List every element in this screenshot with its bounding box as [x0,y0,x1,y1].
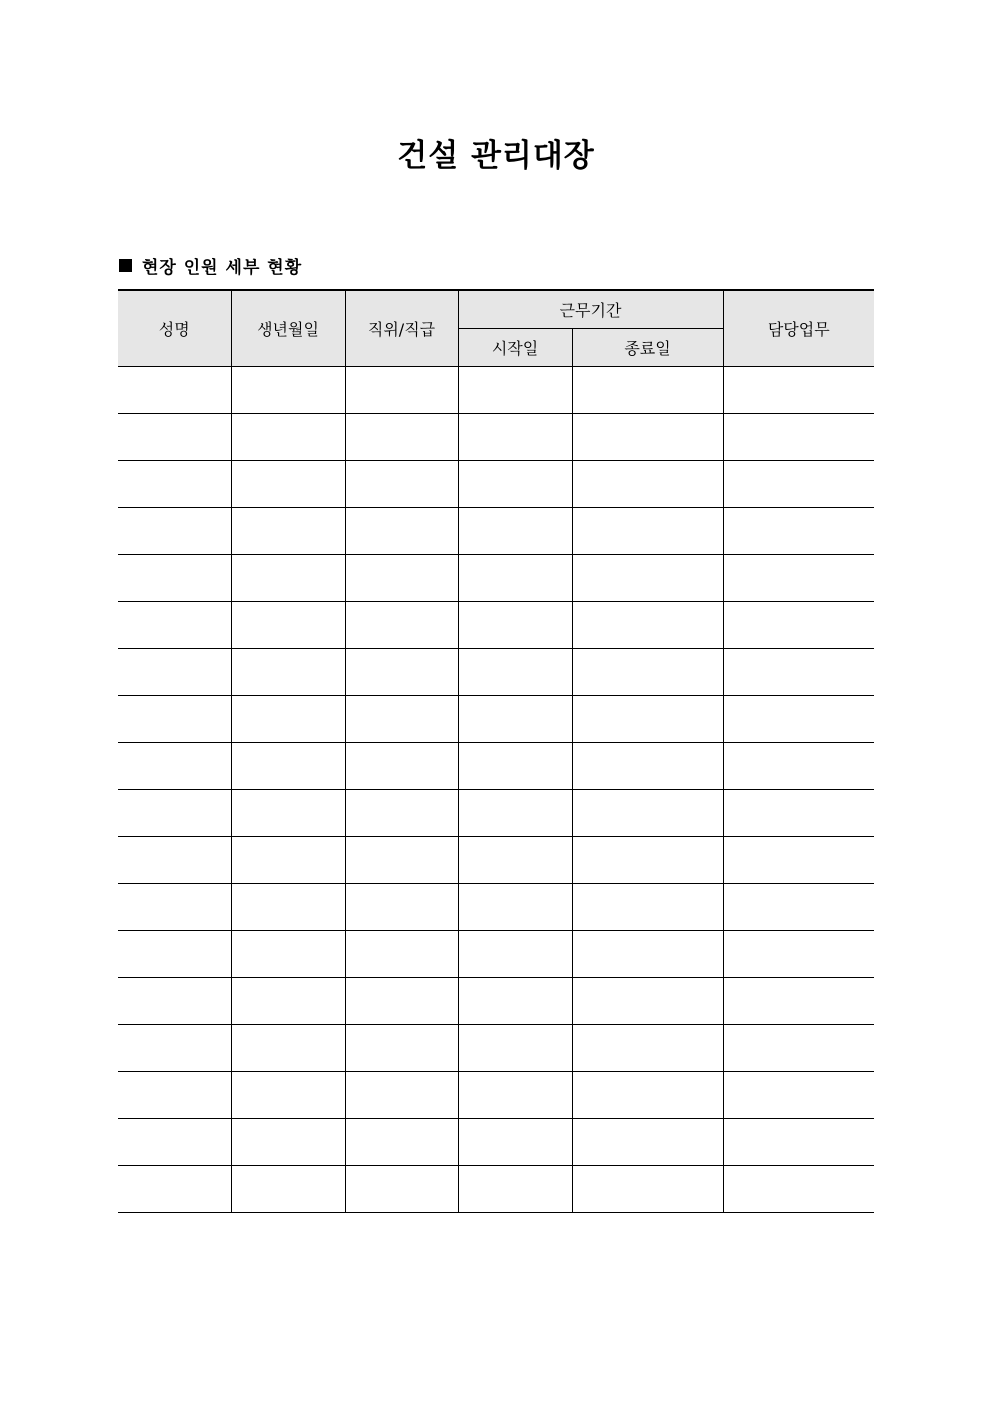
end-date-cell[interactable] [572,1072,723,1119]
header-end-date: 종료일 [572,329,723,367]
end-date-cell[interactable] [572,696,723,743]
end-date-cell[interactable] [572,602,723,649]
header-birthdate: 생년월일 [231,290,345,367]
start-date-cell[interactable] [458,931,572,978]
position-cell[interactable] [345,414,458,461]
end-date-cell[interactable] [572,649,723,696]
table-row [118,978,874,1025]
end-date-cell[interactable] [572,1119,723,1166]
name-cell[interactable] [118,367,231,414]
document-title: 건설 관리대장 [397,138,595,174]
birthdate-cell[interactable] [231,1119,345,1166]
table-row [118,1025,874,1072]
duty-cell[interactable] [723,743,874,790]
end-date-cell[interactable] [572,555,723,602]
name-cell[interactable] [118,555,231,602]
position-cell[interactable] [345,1119,458,1166]
personnel-table [118,289,874,1213]
end-date-cell[interactable] [572,837,723,884]
header-start-date: 시작일 [458,329,572,367]
duty-cell[interactable] [723,508,874,555]
duty-cell[interactable] [723,1119,874,1166]
position-cell[interactable] [345,602,458,649]
name-cell[interactable] [118,790,231,837]
personnel-table-body [118,367,874,1213]
position-cell[interactable] [345,1072,458,1119]
end-date-cell[interactable] [572,931,723,978]
name-cell[interactable] [118,931,231,978]
birthdate-cell[interactable] [231,414,345,461]
name-cell[interactable] [118,1119,231,1166]
birthdate-cell[interactable] [231,1166,345,1213]
duty-cell[interactable] [723,1025,874,1072]
position-cell[interactable] [345,649,458,696]
birthdate-cell[interactable] [231,1025,345,1072]
table-row [118,414,874,461]
birthdate-cell[interactable] [231,696,345,743]
birthdate-cell[interactable] [231,508,345,555]
duty-cell[interactable] [723,837,874,884]
position-cell[interactable] [345,931,458,978]
start-date-cell[interactable] [458,649,572,696]
table-row [118,1072,874,1119]
start-date-cell[interactable] [458,1072,572,1119]
position-cell[interactable] [345,884,458,931]
duty-cell[interactable] [723,1072,874,1119]
name-cell[interactable] [118,978,231,1025]
name-cell[interactable] [118,1072,231,1119]
name-cell[interactable] [118,414,231,461]
name-cell[interactable] [118,837,231,884]
table-row [118,884,874,931]
table-row [118,1166,874,1213]
table-row [118,1119,874,1166]
table-row [118,931,874,978]
table-row [118,837,874,884]
birthdate-cell[interactable] [231,790,345,837]
end-date-cell[interactable] [572,367,723,414]
position-cell[interactable] [345,1166,458,1213]
birthdate-cell[interactable] [231,461,345,508]
name-cell[interactable] [118,649,231,696]
end-date-cell[interactable] [572,884,723,931]
table-row [118,461,874,508]
end-date-cell[interactable] [572,790,723,837]
end-date-cell[interactable] [572,1166,723,1213]
header-position: 직위/직급 [345,290,458,367]
position-cell[interactable] [345,790,458,837]
end-date-cell[interactable] [572,461,723,508]
birthdate-cell[interactable] [231,649,345,696]
table-row [118,555,874,602]
position-cell[interactable] [345,555,458,602]
start-date-cell[interactable] [458,1166,572,1213]
birthdate-cell[interactable] [231,743,345,790]
table-row [118,367,874,414]
start-date-cell[interactable] [458,790,572,837]
duty-cell[interactable] [723,555,874,602]
birthdate-cell[interactable] [231,837,345,884]
start-date-cell[interactable] [458,414,572,461]
section-heading-text: 현장 인원 세부 현황 [142,257,303,278]
duty-cell[interactable] [723,649,874,696]
position-cell[interactable] [345,508,458,555]
start-date-cell[interactable] [458,696,572,743]
name-cell[interactable] [118,508,231,555]
end-date-cell[interactable] [572,978,723,1025]
start-date-cell[interactable] [458,1025,572,1072]
birthdate-cell[interactable] [231,602,345,649]
name-cell[interactable] [118,1166,231,1213]
birthdate-cell[interactable] [231,978,345,1025]
position-cell[interactable] [345,696,458,743]
name-cell[interactable] [118,1025,231,1072]
name-cell[interactable] [118,461,231,508]
header-name: 성명 [118,290,231,367]
name-cell[interactable] [118,743,231,790]
start-date-cell[interactable] [458,978,572,1025]
table-row [118,602,874,649]
start-date-cell[interactable] [458,461,572,508]
start-date-cell[interactable] [458,602,572,649]
position-cell[interactable] [345,743,458,790]
birthdate-cell[interactable] [231,555,345,602]
duty-cell[interactable] [723,931,874,978]
duty-cell[interactable] [723,461,874,508]
birthdate-cell[interactable] [231,1072,345,1119]
birthdate-cell[interactable] [231,884,345,931]
start-date-cell[interactable] [458,884,572,931]
start-date-cell[interactable] [458,555,572,602]
duty-cell[interactable] [723,602,874,649]
birthdate-cell[interactable] [231,367,345,414]
start-date-cell[interactable] [458,508,572,555]
duty-cell[interactable] [723,696,874,743]
position-cell[interactable] [345,978,458,1025]
position-cell[interactable] [345,461,458,508]
table-row [118,508,874,555]
header-duty: 담당업무 [723,290,874,367]
end-date-cell[interactable] [572,508,723,555]
duty-cell[interactable] [723,978,874,1025]
table-row [118,696,874,743]
duty-cell[interactable] [723,367,874,414]
duty-cell[interactable] [723,884,874,931]
name-cell[interactable] [118,884,231,931]
table-row [118,790,874,837]
duty-cell[interactable] [723,1166,874,1213]
start-date-cell[interactable] [458,837,572,884]
birthdate-cell[interactable] [231,931,345,978]
header-work-period: 근무기간 [458,290,723,329]
end-date-cell[interactable] [572,1025,723,1072]
table-row [118,743,874,790]
position-cell[interactable] [345,837,458,884]
duty-cell[interactable] [723,790,874,837]
end-date-cell[interactable] [572,743,723,790]
start-date-cell[interactable] [458,367,572,414]
start-date-cell[interactable] [458,1119,572,1166]
position-cell[interactable] [345,1025,458,1072]
table-row [118,649,874,696]
duty-cell[interactable] [723,414,874,461]
end-date-cell[interactable] [572,414,723,461]
name-cell[interactable] [118,696,231,743]
square-bullet-icon [119,259,132,272]
position-cell[interactable] [345,367,458,414]
start-date-cell[interactable] [458,743,572,790]
name-cell[interactable] [118,602,231,649]
section-heading [119,252,302,278]
